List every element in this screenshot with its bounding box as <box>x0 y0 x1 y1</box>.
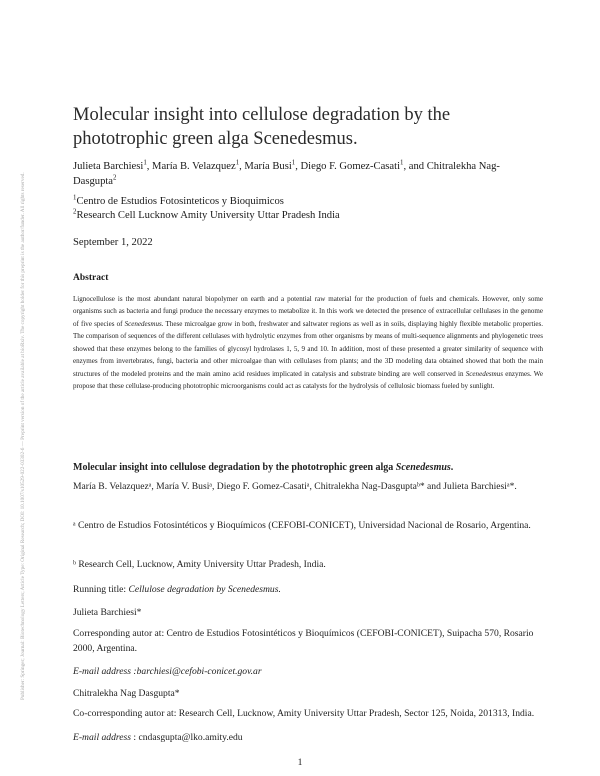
abstract-text <box>73 293 543 393</box>
body-title-main: Molecular insight into cellulose degradation by the phototrophic green alga <box>73 462 396 473</box>
author: María B. Velazquez <box>152 161 236 172</box>
affiliation-sup: 1 <box>73 194 77 202</box>
abstract-part: enzymes. We propose that these cellulase-producing phototrophic microorganisms could act as catalysts for the hydrolysis of cellulosic biomass fueled by sunlight. <box>73 369 544 391</box>
author-sup: 1 <box>143 159 147 167</box>
author-sup: 1 <box>291 159 296 167</box>
affiliation-sup: 2 <box>73 208 77 216</box>
author-sup: 2 <box>113 173 117 181</box>
page-number: 1 <box>297 757 303 768</box>
email-label: E-mail address <box>73 732 132 743</box>
author: Diego F. Gomez-Casati <box>300 161 401 172</box>
running-title <box>73 583 543 598</box>
abstract-heading: Abstract <box>73 273 109 283</box>
abstract-part: . These microalgae grow in both, freshwater and saltwater regions as well as in soils, displaying highly flexible metabolic properties. The comparison of sequences of the different cellulases with hydrolytic enzymes from other organisms by means of multi-sequence alignments and phylogenetic trees showed that these enzymes belong to the families of glycosyl hydrolases 1, 5, 9 and 10. In addition, most of these presented a greater similarity of sequence with enzymes from invertebrates, fungi, bacteria and other microalgae than with cellulases from plants; and the 3D modeling data obtained showed that both the main structures of the modeled proteins and the main amino acid residues implicated in catalysis and substrate binding are well conserved in <box>73 319 543 378</box>
paper-title: Molecular insight into cellulose degradation by the phototrophic green alga Scenedesmus. <box>73 105 451 149</box>
abstract-part: Lignocellulose is the most abundant natural biopolymer on earth and a potential raw material for the production of fuels and chemicals. However, only some organisms such as bacteria and fungi produce the necessary enzymes to metabolize it. In this work we detected the presence of extracellular cellulases in the genome of five species of <box>73 295 543 328</box>
running-title-text: Cellulose degradation by Scenedesmus. <box>128 584 281 595</box>
author: Julieta Barchiesi <box>73 161 144 172</box>
publication-date: September 1, 2022 <box>73 237 153 248</box>
co-corresponding-author-email[interactable] <box>73 731 543 746</box>
body-title-genus: Scenedesmus <box>395 462 451 473</box>
corresponding-author-email[interactable]: E-mail address :barchiesi@cefobi-conicet.gov.ar <box>73 666 262 677</box>
corresponding-author-address: Corresponding autor at: Centro de Estudios Fotosintéticos y Bioquímicos (CEFOBI-CONICET), Suipacha 570, Rosario 2000, Argentina. <box>73 628 534 654</box>
author-sup: 1 <box>235 159 240 167</box>
author-list: Julieta Barchiesi$^1$, María B. Velazquez$^1$, María Busi$^1$, Diego F. Gomez-Casati$^1$, and Chitralekha Nag-Dasgupta$^2$ <box>73 159 500 187</box>
preprint-sidebar-note: Publisher: Springer; Journal: Biotechnology Letters; Article Type: Original Research; DOI: 10.1007/s10529-022-03302-6 — Preprint version of the article available at bioRxiv. The copyright holder for this preprint is the author/funder. All rights reserved. <box>20 172 26 700</box>
body-title <box>73 462 543 473</box>
co-corresponding-author-name: Chitralekha Nag Dasgupta* <box>73 688 180 699</box>
abstract-genus: Scenedesmus <box>465 369 503 378</box>
affiliation <box>73 195 543 209</box>
corresponding-author-name: Julieta Barchiesi* <box>73 607 142 618</box>
author-sup: 1 <box>400 159 404 167</box>
body-affiliation-b: ᵇ Research Cell, Lucknow, Amity University Uttar Pradesh, India. <box>73 559 326 570</box>
body-affiliation-a: ᵃ Centro de Estudios Fotosintéticos y Bioquímicos (CEFOBI-CONICET), Universidad Nacional de Rosario, Argentina. <box>73 520 531 531</box>
affiliation <box>73 209 543 223</box>
running-title-label: Running title: <box>73 584 129 595</box>
co-corresponding-author-address: Co-corresponding autor at: Research Cell, Lucknow, Amity University Uttar Pradesh, Sector 125, Noida, 201313, India. <box>73 708 535 719</box>
affiliation-text: Centro de Estudios Fotosinteticos y Bioquimicos <box>76 196 284 207</box>
body-title-end: . <box>450 462 454 473</box>
author: Chitralekha Nag-Dasgupta <box>73 161 500 187</box>
author: María Busi <box>244 161 292 172</box>
affiliation-text: Research Cell Lucknow Amity University Uttar Pradesh India <box>76 210 340 221</box>
abstract-genus: Scenedesmus <box>124 319 162 328</box>
body-author-line: María B. Velazquezᵃ, María V. Busiᵃ, Diego F. Gomez-Casatiᵃ, Chitralekha Nag-Dasguptaᵇ* and Julieta Barchiesiᵃ*. <box>73 481 517 492</box>
email-address[interactable]: : cndasgupta@lko.amity.edu <box>131 732 243 743</box>
